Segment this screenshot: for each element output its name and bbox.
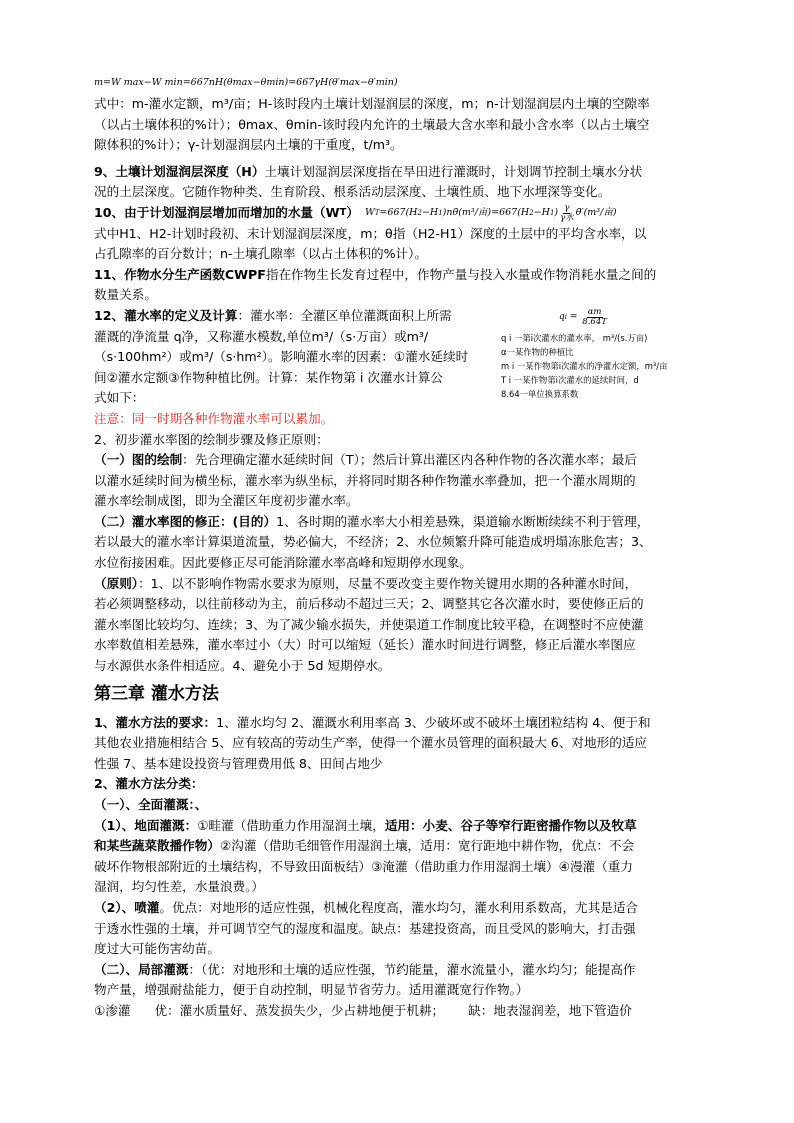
def-line: （以占土壤体积的%计）；θmax、θmin-该时段内允许的土壤最大含水率和最小含水率（以占土壤空 bbox=[94, 116, 650, 132]
surface-title: （1）、地面灌溉： bbox=[94, 817, 198, 833]
item-12-text: 灌溉的净流量 q净，又称灌水模数,单位m³/（s·万亩）或m³/ bbox=[94, 328, 429, 344]
item-9-text: 土壤计划湿润层深度指在旱田进行灌溉时，计划调节控制土壤水分状 bbox=[264, 163, 643, 179]
item-12-text: 式如下： bbox=[94, 390, 145, 406]
chapter-title: 第三章 灌水方法 bbox=[94, 683, 219, 704]
item-11-text: 指在作物生长发育过程中，作物产量与投入水量或作物消耗水量之间的 bbox=[265, 266, 657, 282]
item-12-text: 间②灌水定额③作物种植比例。计算：某作物第 i 次灌水计算公 bbox=[94, 369, 443, 385]
fix-text: 水位衔接困难。因此要修正尽可能消除灌水率高峰和短期停水现象。 bbox=[94, 555, 472, 571]
formula-definitions bbox=[94, 94, 704, 156]
legend-line: q i 一第i次灌水的灌水率， m³/(s.万亩) bbox=[501, 332, 648, 343]
local-title: （二）、局部灌溉 bbox=[94, 961, 189, 977]
formula-fraction: $\frac{\gamma}{\text{γ水}}$ bbox=[560, 202, 574, 223]
legend-line: m i 一某作物第i次灌水的净灌水定额，m³/亩 bbox=[501, 360, 668, 371]
req-text: 性强 7、基本建设投资与管理费用低 8、田间占地少 bbox=[94, 755, 383, 771]
surface-text: 破坏作物根部附近的土壤结构，不导致田面板结）③淹灌（借助重力作用湿润土壤）④漫灌（重力 bbox=[94, 858, 633, 874]
item-11-text: 数量关系。 bbox=[94, 287, 157, 303]
full-irrigation-title: （一）、全面灌溉：、 bbox=[94, 797, 208, 812]
principle-text: 灌水率图比较均匀、连续；3、为了减少输水损失，并使渠道工作制度比较平稳，在调整时不应使灌 bbox=[94, 616, 644, 632]
item-10-title-sub: T bbox=[339, 207, 347, 219]
surface-bold: 适用：小麦、谷子等窄行距密播作物以及牧草 bbox=[384, 817, 637, 833]
surface-bold: 和某些蔬菜散播作物） bbox=[94, 838, 220, 854]
principle-text: 水率数值相差悬殊，灌水率过小（大）时可以缩短（延长）灌水时间进行调整，修正后灌水率图应 bbox=[94, 637, 636, 653]
seep-title: ①渗灌 bbox=[94, 1002, 131, 1018]
class-title: 2、灌水方法分类： bbox=[94, 776, 204, 792]
spray-text: 。优点：对地形的适应性强，机械化程度高，灌水均匀，灌水利用系数高，尤其是适合 bbox=[159, 899, 638, 915]
principle-text: 若必须调整移动，以往前移动为主，前后移动不超过三天；2、调整其它各次灌水时，要使修正后的 bbox=[94, 596, 644, 612]
seep-pros: 优：灌水质量好、蒸发损失少，少占耕地便于机耕； bbox=[154, 1002, 445, 1018]
water-increase-formula: W T =667(H 2 −H 1 )nθ̄(m³/亩)=667(H 2 −H 1 ) $\frac{\gamma}{\text{γ水}}$ θ̄′(m³/亩) bbox=[364, 202, 617, 223]
spray-text: 度过大可能伤害幼苗。 bbox=[94, 941, 220, 957]
seep-cons: 缺：地表湿润差，地下管造价 bbox=[468, 1002, 632, 1018]
legend-line: T i 一某作物第i次灌水的延续时间，d bbox=[501, 374, 639, 385]
def-line: 式中：m-灌水定额，m³/亩；H-该时段内土壤计划湿润层的深度，m；n-计划湿润层内土壤的空隙率 bbox=[94, 96, 650, 111]
chapter-3-content bbox=[94, 713, 704, 1022]
fix-title: （二）灌水率图的修正：(目的） bbox=[94, 513, 277, 529]
local-text: ：（优：对地形和土壤的适应性强，节约能量，灌水流量小，灌水均匀；能提高作 bbox=[188, 961, 636, 977]
item-11 bbox=[94, 265, 704, 306]
principle-text: 与水源供水条件相适应。4、避免小于 5d 短期停水。 bbox=[94, 658, 391, 674]
item-10-def: 占孔隙率的百分数计；n-土壤孔隙率（以占土体积的%计）。 bbox=[94, 246, 428, 262]
irrigation-quota-formula: m=W max−W min=667nH(θmax−θmin)=667γH(θ′max−θ′min) bbox=[94, 77, 398, 88]
req-text: 1、灌水均匀 2、灌溉水利用率高 3、少破坏或不破坏土壤团粒结构 4、便于和 bbox=[216, 714, 651, 730]
principle-text: ：1、以不影响作物需水要求为原则，尽量不要改变主要作物关键用水期的各种灌水时间， bbox=[138, 575, 638, 591]
item-12-text: ：灌水率：全灌区单位灌溉面积上所需 bbox=[237, 307, 452, 323]
item-12-title: 12、灌水率的定义及计算 bbox=[94, 307, 238, 323]
surface-text: 湿润，均匀性差，水量浪费。） bbox=[94, 879, 265, 895]
req-text: 其他农业措施相结合 5、应有较高的劳动生产率，使得一个灌水员管理的面积最大 6、对地形的适应 bbox=[94, 735, 647, 751]
req-title: 1、灌水方法的要求： bbox=[94, 714, 217, 730]
def-line: 隙体积的%计）；γ-计划湿润层内土壤的干重度，t/m³。 bbox=[94, 137, 403, 153]
draw-text: 以灌水延续时间为横坐标，灌水率为纵坐标，并将同时期各种作物灌水率叠加，把一个灌水周期的 bbox=[94, 472, 636, 488]
item-2-rate-chart bbox=[94, 430, 704, 677]
item-12-note: 注意：同一时期各种作物灌水率可以累加。 bbox=[94, 410, 334, 426]
document-page bbox=[94, 76, 704, 1022]
legend-line: 8.64一单位换算系数 bbox=[501, 388, 579, 399]
irrigation-rate-formula: q i = $\frac{\alpha m}{8.64T}$ bbox=[559, 306, 607, 327]
item-10 bbox=[94, 203, 704, 265]
fix-text: 1、各时期的灌水率大小相差悬殊，渠道输水断断续续不利于管理， bbox=[276, 513, 650, 529]
item-10-def: 式中H1、H2-计划时段初、末计划湿润层深度，m；θ指（H2-H1）深度的土层中的平均含水率，以 bbox=[94, 225, 647, 241]
irrigation-rate-legend bbox=[495, 306, 704, 430]
fix-text: 若以最大的灌水率计算渠道流量，势必偏大，不经济；2、水位频繁升降可能造成坍塌冻胀危害；3、 bbox=[94, 534, 652, 550]
item-10-title: 10、由于计划湿润层增加而增加的水量（W bbox=[94, 204, 340, 220]
legend-line: α一某作物的种植比 bbox=[501, 346, 574, 357]
spray-title: （2）、喷灌 bbox=[94, 899, 160, 915]
draw-text: ：先合理确定灌水延续时间（T）；然后计算出灌区内各种作物的各次灌水率；最后 bbox=[182, 452, 637, 468]
surface-text: ①畦灌（借助重力作用湿润土壤， bbox=[197, 817, 385, 833]
item-2-title: 2、初步灌水率图的绘制步骤及修正原则： bbox=[94, 431, 329, 447]
item-9-title: 9、土壤计划湿润层深度（H） bbox=[94, 163, 265, 179]
item-9 bbox=[94, 162, 704, 203]
spray-text: 于透水性强的土壤，并可调节空气的湿度和温度。缺点：基建投资高，而且受风的影响大，打击强 bbox=[94, 920, 636, 936]
item-12-text: （s·100hm²）或m³/（s·hm²）。影响灌水率的因素：①灌水延续时 bbox=[94, 349, 469, 365]
local-text: 物产量，增强耐盐能力，便于自动控制，明显节省劳力。适用灌溉宽行作物。） bbox=[94, 982, 529, 998]
draw-text: 灌水率绘制成图，即为全灌区年度初步灌水率。 bbox=[94, 493, 359, 509]
principle-title: （原则） bbox=[94, 575, 139, 591]
surface-text: ②沟灌（借助毛细管作用湿润土壤，适用：宽行距地中耕作物，优点：不会 bbox=[219, 838, 635, 854]
draw-title: （一）图的绘制 bbox=[94, 452, 183, 468]
item-9-text: 况的土层深度。它随作物种类、生育阶段、根系活动层深度、土壤性质、地下水埋深等变化。 bbox=[94, 184, 611, 200]
item-12 bbox=[94, 306, 704, 430]
item-11-title: 11、作物水分生产函数CWPF bbox=[94, 266, 266, 282]
item-10-title-end: ） bbox=[346, 204, 359, 220]
